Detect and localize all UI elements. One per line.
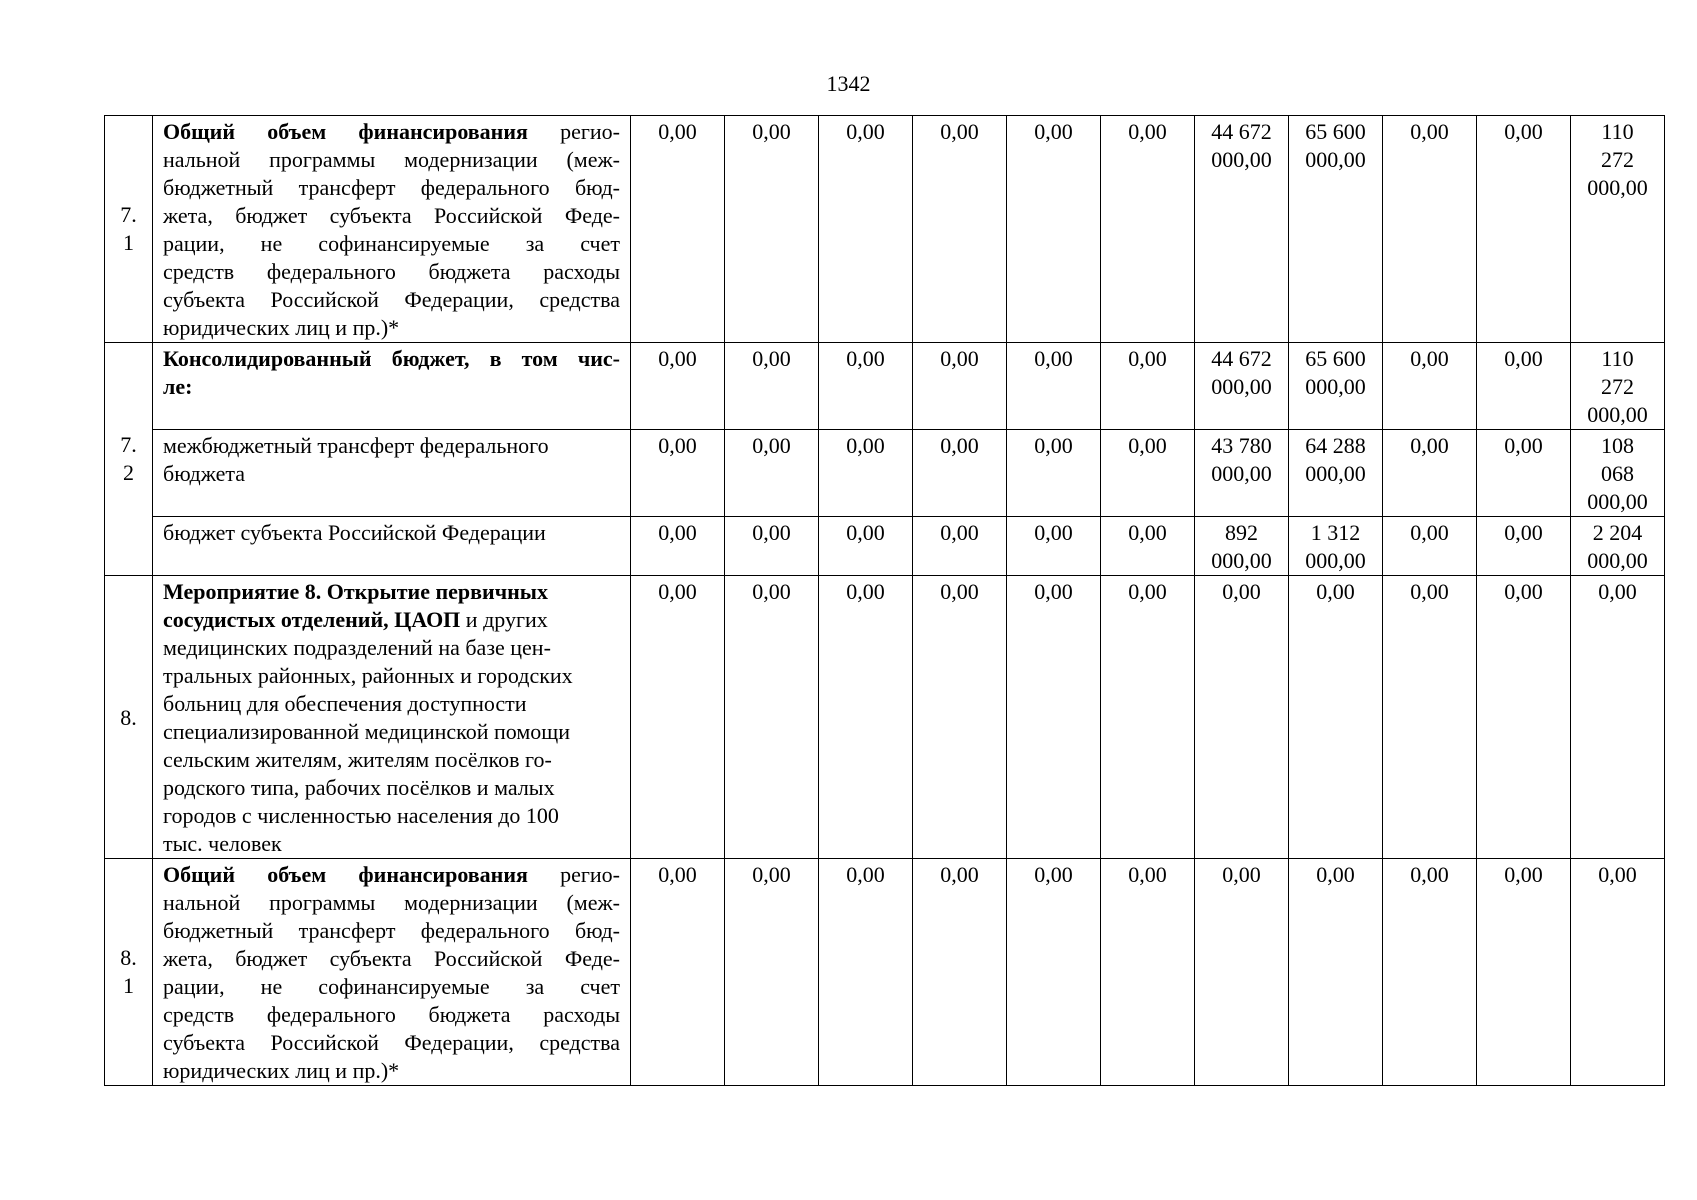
value-cell	[1007, 116, 1101, 343]
value-cell	[1289, 343, 1383, 430]
text-line: 1 312	[1310, 520, 1361, 545]
value-cell	[1289, 859, 1383, 1086]
text-line: 2 204	[1592, 520, 1643, 545]
text-line: 0,00	[940, 579, 979, 604]
text-line: 0,00	[752, 520, 791, 545]
text-line: субъекта Российской Федерации, средства	[163, 1030, 620, 1055]
value-cell	[1477, 430, 1571, 517]
value-cell	[1383, 859, 1477, 1086]
text-line: рации, не софинансируемые за счет	[163, 231, 620, 256]
text-line: 0,00	[940, 119, 979, 144]
text-line: 0,00	[1034, 346, 1073, 371]
text-line: 0,00	[940, 433, 979, 458]
value-cell	[819, 343, 913, 430]
text-line: жета, бюджет субъекта Российской Феде-	[163, 946, 620, 971]
value-cell	[1195, 343, 1289, 430]
text-line: медицинских подразделений на базе цен-	[163, 635, 551, 660]
value-cell	[725, 517, 819, 576]
text-line: 0,00	[846, 119, 885, 144]
value-cell	[1383, 116, 1477, 343]
text-line: 0,00	[658, 346, 697, 371]
value-cell	[1289, 576, 1383, 859]
text-line: 0,00	[940, 520, 979, 545]
value-cell	[1477, 859, 1571, 1086]
value-cell	[1007, 430, 1101, 517]
value-cell	[1007, 517, 1101, 576]
value-cell	[725, 859, 819, 1086]
text-line	[163, 606, 620, 634]
value-cell	[1571, 430, 1665, 517]
page-number: 1342	[826, 71, 871, 96]
text-line: 000,00	[1305, 374, 1366, 399]
text-line: субъекта Российской Федерации, средства	[163, 287, 620, 312]
text-line: 0,00	[658, 862, 697, 887]
text-line: 0,00	[658, 433, 697, 458]
text-line: городов с численностью населения до 100	[163, 803, 559, 828]
text-line: 0,00	[658, 520, 697, 545]
text-line: 0,00	[846, 346, 885, 371]
text-line: 000,00	[1587, 489, 1648, 514]
text-line: 64 288	[1305, 433, 1366, 458]
value-cell	[631, 343, 725, 430]
text-line: 0,00	[940, 346, 979, 371]
value-cell	[1383, 576, 1477, 859]
text-line: 44 672	[1211, 346, 1272, 371]
table-row	[105, 859, 1665, 1086]
value-cell	[1477, 343, 1571, 430]
text-line: 000,00	[1587, 548, 1648, 573]
text-line: 65 600	[1305, 346, 1366, 371]
text-line: 65 600	[1305, 119, 1366, 144]
value-cell	[631, 517, 725, 576]
text-line: межбюджетный трансферт федерального	[163, 433, 549, 458]
value-cell	[725, 343, 819, 430]
value-cell	[1571, 116, 1665, 343]
text-line: 0,00	[846, 433, 885, 458]
value-cell	[1007, 576, 1101, 859]
value-cell	[1195, 116, 1289, 343]
value-cell	[1195, 859, 1289, 1086]
text-line: 000,00	[1211, 461, 1272, 486]
value-cell	[913, 859, 1007, 1086]
text-line: юридических лиц и пр.)*	[163, 315, 400, 340]
text-line: 0,00	[1034, 862, 1073, 887]
text-line: нальной программы модернизации (меж-	[163, 890, 620, 915]
value-cell	[631, 116, 725, 343]
value-cell	[1289, 430, 1383, 517]
text-line: бюджета	[163, 461, 246, 486]
text-line: 0,00	[752, 119, 791, 144]
text-line: сельским жителям, жителям посёлков го-	[163, 747, 552, 772]
value-cell	[1383, 343, 1477, 430]
text-line: 0,00	[1128, 346, 1167, 371]
table-row	[105, 517, 1665, 576]
budget-table	[104, 115, 1665, 1086]
text-line: рации, не софинансируемые за счет	[163, 974, 620, 999]
text-line: 0,00	[1128, 433, 1167, 458]
text-line: 8.	[120, 705, 137, 730]
text-line: 0,00	[1410, 862, 1449, 887]
value-cell	[1571, 859, 1665, 1086]
text-line: 0,00	[1410, 579, 1449, 604]
text-line: 0,00	[658, 579, 697, 604]
text-line: нальной программы модернизации (меж-	[163, 147, 620, 172]
text-line: регио-	[560, 862, 621, 887]
text-line: 0,00	[1504, 433, 1543, 458]
text-line: средств федерального бюджета расходы	[163, 1002, 620, 1027]
text-line: 0,00	[1222, 579, 1261, 604]
text-line: 0,00	[1316, 579, 1355, 604]
value-cell	[1383, 430, 1477, 517]
text-line: 0,00	[1316, 862, 1355, 887]
text-line: 000,00	[1211, 147, 1272, 172]
table-row	[105, 576, 1665, 859]
row-number	[105, 116, 153, 343]
value-cell	[631, 859, 725, 1086]
value-cell	[913, 576, 1007, 859]
value-cell	[819, 430, 913, 517]
value-cell	[913, 430, 1007, 517]
text-line: 0,00	[1128, 862, 1167, 887]
text-line: 0,00	[752, 579, 791, 604]
text-line: 0,00	[1504, 862, 1543, 887]
text-line: родского типа, рабочих посёлков и малых	[163, 775, 555, 800]
text-line: бюджет субъекта Российской Федерации	[163, 520, 546, 545]
value-cell	[1571, 343, 1665, 430]
value-cell	[631, 430, 725, 517]
text-line: 000,00	[1587, 402, 1648, 427]
text-line: 0,00	[1128, 520, 1167, 545]
text-line: ле:	[163, 374, 193, 399]
value-cell	[819, 576, 913, 859]
text-line: регио-	[560, 119, 621, 144]
text-line: 7.	[120, 202, 137, 227]
text-line: Консолидированный бюджет, в том чис-	[163, 346, 620, 371]
value-cell	[1101, 343, 1195, 430]
value-cell	[1289, 517, 1383, 576]
row-description	[153, 576, 631, 859]
value-cell	[1101, 430, 1195, 517]
text-line: 8.	[120, 945, 137, 970]
text-line: 7.	[120, 432, 137, 457]
first-line	[163, 118, 620, 146]
text-line: 068	[1601, 461, 1634, 486]
text-line: 0,00	[1504, 119, 1543, 144]
bold-title: Общий объем финансирования	[163, 862, 528, 887]
text-line: Мероприятие 8. Открытие первичных	[163, 579, 548, 604]
text-line: 110	[1601, 346, 1634, 371]
text-line: тральных районных, районных и городских	[163, 663, 573, 688]
row-description	[153, 343, 631, 430]
value-cell	[1101, 517, 1195, 576]
value-cell	[1007, 859, 1101, 1086]
text-line: 0,00	[1034, 433, 1073, 458]
row-number	[105, 343, 153, 576]
value-cell	[725, 576, 819, 859]
row-description	[153, 116, 631, 343]
value-cell	[1477, 576, 1571, 859]
value-cell	[819, 517, 913, 576]
text-line: 0,00	[846, 520, 885, 545]
text-line: бюджетный трансферт федерального бюд-	[163, 918, 620, 943]
value-cell	[1101, 116, 1195, 343]
text-line: 0,00	[1504, 520, 1543, 545]
value-cell	[1571, 576, 1665, 859]
first-line	[163, 861, 620, 889]
text-line: 0,00	[1034, 119, 1073, 144]
text-line: средств федерального бюджета расходы	[163, 259, 620, 284]
text-line: 2	[123, 460, 134, 485]
text-line: жета, бюджет субъекта Российской Феде-	[163, 203, 620, 228]
row-description	[153, 517, 631, 576]
text-line: 108	[1601, 433, 1634, 458]
value-cell	[1477, 517, 1571, 576]
text-line: 000,00	[1305, 461, 1366, 486]
text-line: 0,00	[1598, 579, 1637, 604]
text-line: 0,00	[1410, 520, 1449, 545]
text-line: 272	[1601, 147, 1634, 172]
text-line: тыс. человек	[163, 831, 282, 856]
text-line: 0,00	[752, 433, 791, 458]
text-line: 000,00	[1211, 374, 1272, 399]
text-line: 1	[123, 973, 134, 998]
text-line: бюджетный трансферт федерального бюд-	[163, 175, 620, 200]
text-line: и других	[465, 607, 548, 632]
text-line: 43 780	[1211, 433, 1272, 458]
text-line: 0,00	[1222, 862, 1261, 887]
table-row	[105, 430, 1665, 517]
text-line: 0,00	[752, 862, 791, 887]
row-description	[153, 859, 631, 1086]
row-description	[153, 430, 631, 517]
text-line: 0,00	[1034, 520, 1073, 545]
text-line: 0,00	[1128, 579, 1167, 604]
value-cell	[1101, 576, 1195, 859]
text-line: 0,00	[1034, 579, 1073, 604]
value-cell	[1007, 343, 1101, 430]
text-line: больниц для обеспечения доступности	[163, 691, 527, 716]
text-line: сосудистых отделений, ЦАОП	[163, 607, 461, 632]
value-cell	[1195, 576, 1289, 859]
text-line: 0,00	[846, 579, 885, 604]
row-number	[105, 859, 153, 1086]
text-line: юридических лиц и пр.)*	[163, 1058, 400, 1083]
text-line: 0,00	[1598, 862, 1637, 887]
text-line: 0,00	[658, 119, 697, 144]
value-cell	[725, 430, 819, 517]
text-line: 0,00	[1410, 119, 1449, 144]
value-cell	[1195, 430, 1289, 517]
value-cell	[1101, 859, 1195, 1086]
value-cell	[725, 116, 819, 343]
text-line: 272	[1601, 374, 1634, 399]
text-line: 000,00	[1305, 548, 1366, 573]
text-line: 0,00	[846, 862, 885, 887]
value-cell	[913, 343, 1007, 430]
value-cell	[1571, 517, 1665, 576]
text-line: 000,00	[1305, 147, 1366, 172]
text-line: 110	[1601, 119, 1634, 144]
text-line: 0,00	[1410, 433, 1449, 458]
text-line: 0,00	[1504, 346, 1543, 371]
text-line: 0,00	[1128, 119, 1167, 144]
value-cell	[819, 116, 913, 343]
value-cell	[1289, 116, 1383, 343]
text-line: специализированной медицинской помощи	[163, 719, 570, 744]
text-line: 0,00	[752, 346, 791, 371]
value-cell	[631, 576, 725, 859]
value-cell	[1195, 517, 1289, 576]
value-cell	[1383, 517, 1477, 576]
text-line: 892	[1225, 520, 1258, 545]
value-cell	[913, 517, 1007, 576]
value-cell	[1477, 116, 1571, 343]
value-cell	[913, 116, 1007, 343]
bold-title: Общий объем финансирования	[163, 119, 528, 144]
text-line: 000,00	[1587, 175, 1648, 200]
table-row	[105, 343, 1665, 430]
text-line: 000,00	[1211, 548, 1272, 573]
table-row	[105, 116, 1665, 343]
text-line: 44 672	[1211, 119, 1272, 144]
row-number	[105, 576, 153, 859]
text-line: 0,00	[940, 862, 979, 887]
text-line: 0,00	[1410, 346, 1449, 371]
text-line: 1	[123, 230, 134, 255]
text-line: 0,00	[1504, 579, 1543, 604]
value-cell	[819, 859, 913, 1086]
